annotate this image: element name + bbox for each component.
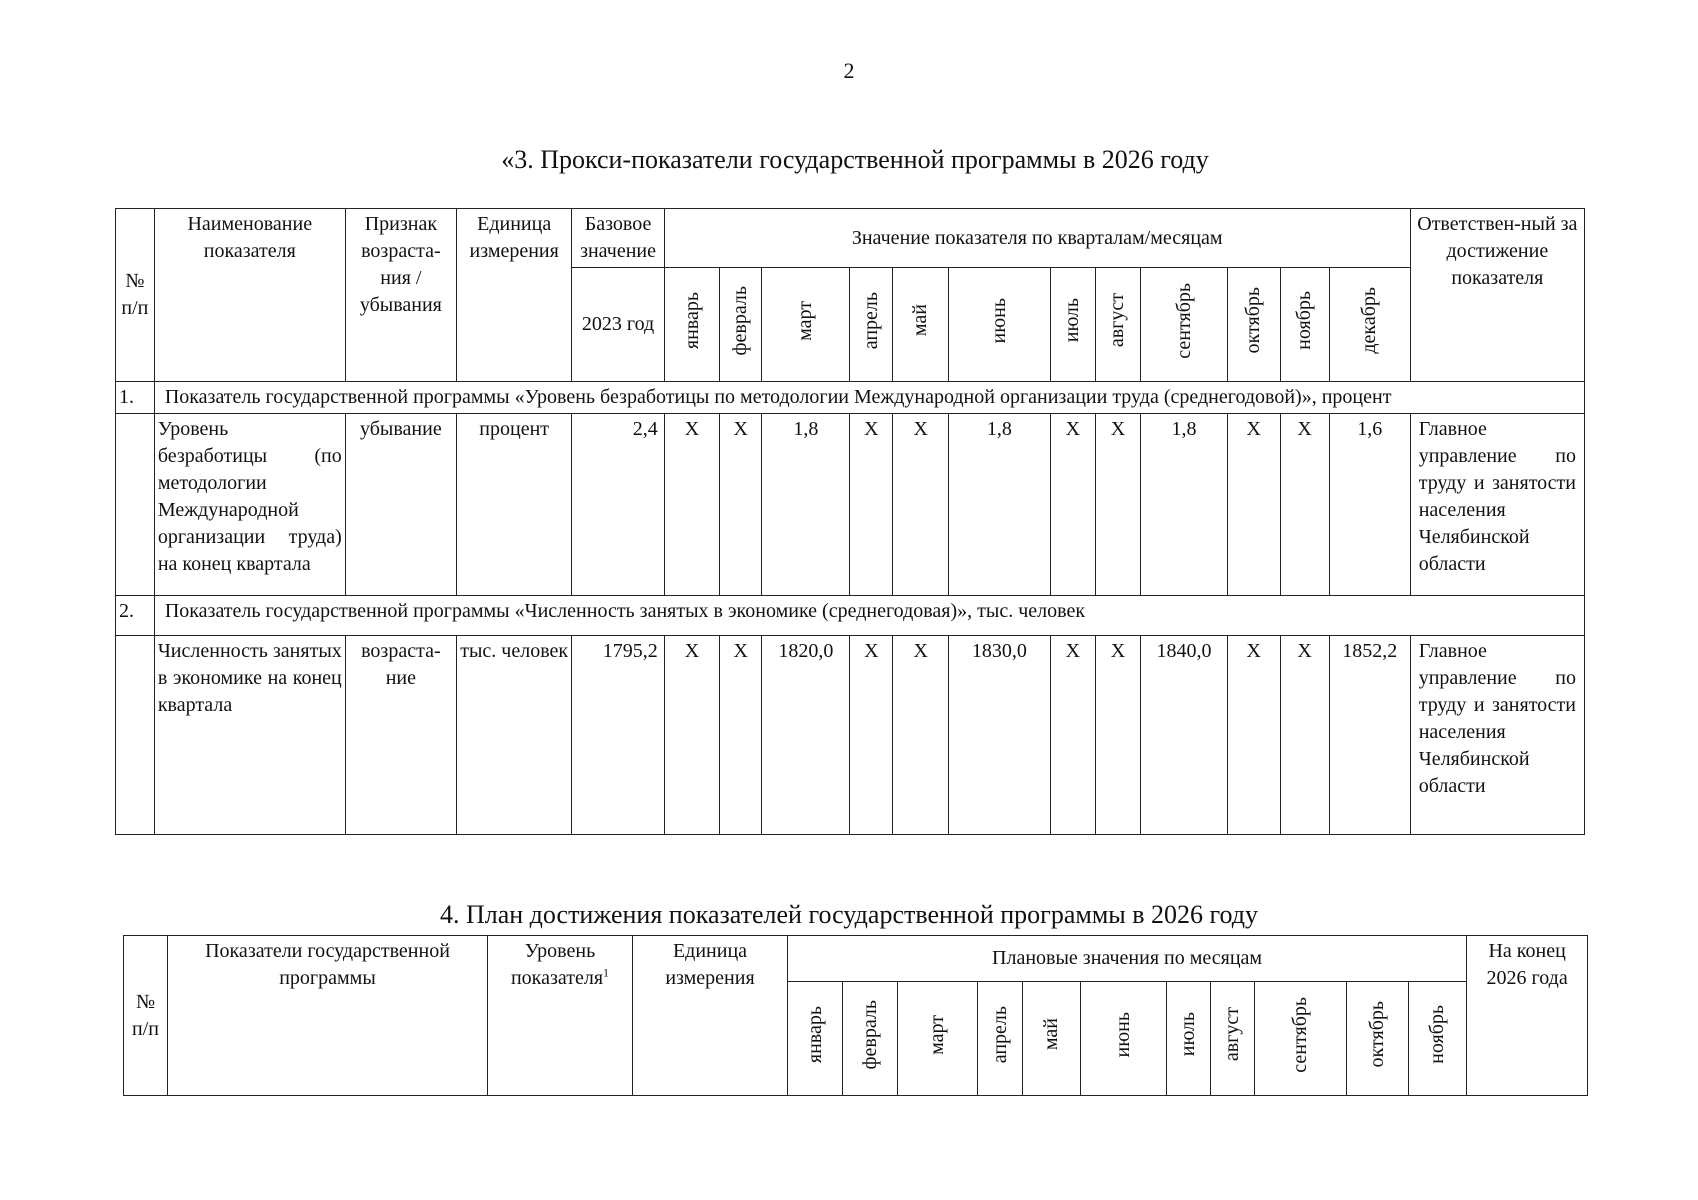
col-header-trend: Признак возраста-ния / убывания <box>345 209 456 382</box>
month-value: Х <box>850 636 893 835</box>
month-value: Х <box>893 414 949 596</box>
indicator-unit: тыс. человек <box>456 636 571 835</box>
month-header: февраль <box>720 268 762 382</box>
table-row <box>116 414 1585 596</box>
section-number: 2. <box>116 596 155 636</box>
month-value: Х <box>1050 414 1095 596</box>
month-header: декабрь <box>1329 268 1410 382</box>
month-header: апрель <box>850 268 893 382</box>
month-header: сентябрь <box>1140 268 1227 382</box>
month-value: 1830,0 <box>948 636 1050 835</box>
month-header: апрель <box>978 982 1023 1096</box>
month-header: май <box>1023 982 1081 1096</box>
indicator-trend: убывание <box>345 414 456 596</box>
month-header: март <box>762 268 850 382</box>
section-title: Показатель государственной программы «Уровень безработицы по методологии Международной организации труда (среднегодовой)», процент <box>154 382 1584 414</box>
plan-achievement-table <box>123 935 1588 1096</box>
month-value: 1820,0 <box>762 636 850 835</box>
month-header: сентябрь <box>1255 982 1347 1096</box>
indicator-trend: возраста-ние <box>345 636 456 835</box>
col-header-unit: Единица измерения <box>456 209 571 382</box>
section-row <box>116 382 1585 414</box>
month-value: Х <box>1280 636 1329 835</box>
proxy-indicators-table <box>115 208 1585 835</box>
table-row <box>116 636 1585 835</box>
month-header: ноябрь <box>1280 268 1329 382</box>
row-number <box>116 636 155 835</box>
section-number: 1. <box>116 382 155 414</box>
month-value: 1,6 <box>1329 414 1410 596</box>
month-value: 1840,0 <box>1140 636 1227 835</box>
month-header: июнь <box>948 268 1050 382</box>
month-header: июнь <box>1081 982 1167 1096</box>
month-header: октябрь <box>1228 268 1280 382</box>
indicator-name: Численность занятых в экономике на конец квартала <box>154 636 345 835</box>
month-value: 1,8 <box>948 414 1050 596</box>
month-value: Х <box>893 636 949 835</box>
month-value: Х <box>720 414 762 596</box>
month-header: август <box>1095 268 1140 382</box>
indicator-base-value: 2,4 <box>572 414 664 596</box>
month-value: Х <box>1280 414 1329 596</box>
month-value: Х <box>1228 636 1280 835</box>
section-row <box>116 596 1585 636</box>
col-header-plan-group: Плановые значения по месяцам <box>788 936 1467 982</box>
month-header: январь <box>788 982 843 1096</box>
col-header-name: Наименование показателя <box>154 209 345 382</box>
month-header: октябрь <box>1347 982 1409 1096</box>
month-header: февраль <box>843 982 898 1096</box>
col-header-responsible: Ответствен-ный за достижение показателя <box>1410 209 1584 382</box>
month-header: май <box>893 268 949 382</box>
month-header: июль <box>1050 268 1095 382</box>
footnote-marker: 1 <box>603 965 610 980</box>
indicator-responsible: Главное управление по труду и занятости населения Челябинской области <box>1410 636 1584 835</box>
month-value: 1,8 <box>1140 414 1227 596</box>
month-value: Х <box>1050 636 1095 835</box>
col-header-number: № п/п <box>116 209 155 382</box>
indicator-responsible: Главное управление по труду и занятости населения Челябинской области <box>1410 414 1584 596</box>
indicator-unit: процент <box>456 414 571 596</box>
row-number <box>116 414 155 596</box>
page-number: 2 <box>843 58 855 83</box>
month-header: январь <box>664 268 720 382</box>
section-title: Показатель государственной программы «Численность занятых в экономике (среднегодовая)», тыс. человек <box>154 596 1584 636</box>
month-header: август <box>1211 982 1255 1096</box>
section-4-title: 4. План достижения показателей государственной программы в 2026 году <box>439 900 1259 929</box>
month-value: Х <box>1095 414 1140 596</box>
month-value: 1852,2 <box>1329 636 1410 835</box>
col-header-base-year: 2023 год <box>572 268 664 382</box>
col-header-indicators: Показатели государственной программы <box>168 936 488 1096</box>
section-3-title: «3. Прокси-показатели государственной программы в 2026 году <box>501 145 1209 174</box>
month-value: Х <box>1228 414 1280 596</box>
col-header-base: Базовое значение <box>572 209 664 268</box>
col-header-unit: Единица измерения <box>633 936 788 1096</box>
month-value: Х <box>664 636 720 835</box>
month-value: Х <box>1095 636 1140 835</box>
month-header: ноябрь <box>1409 982 1467 1096</box>
col-header-end-of-year: На конец 2026 года <box>1467 936 1588 1096</box>
month-value: 1,8 <box>762 414 850 596</box>
col-header-number: № п/п <box>124 936 168 1096</box>
month-header: июль <box>1167 982 1211 1096</box>
month-value: Х <box>664 414 720 596</box>
col-header-level: Уровень показателя$^1$ <box>488 936 633 1096</box>
month-value: Х <box>720 636 762 835</box>
month-value: Х <box>850 414 893 596</box>
col-header-values-group: Значение показателя по кварталам/месяцам <box>664 209 1410 268</box>
month-header: март <box>898 982 978 1096</box>
indicator-name: Уровень безработицы (по методологии Международной организации труда) на конец квартала <box>154 414 345 596</box>
indicator-base-value: 1795,2 <box>572 636 664 835</box>
